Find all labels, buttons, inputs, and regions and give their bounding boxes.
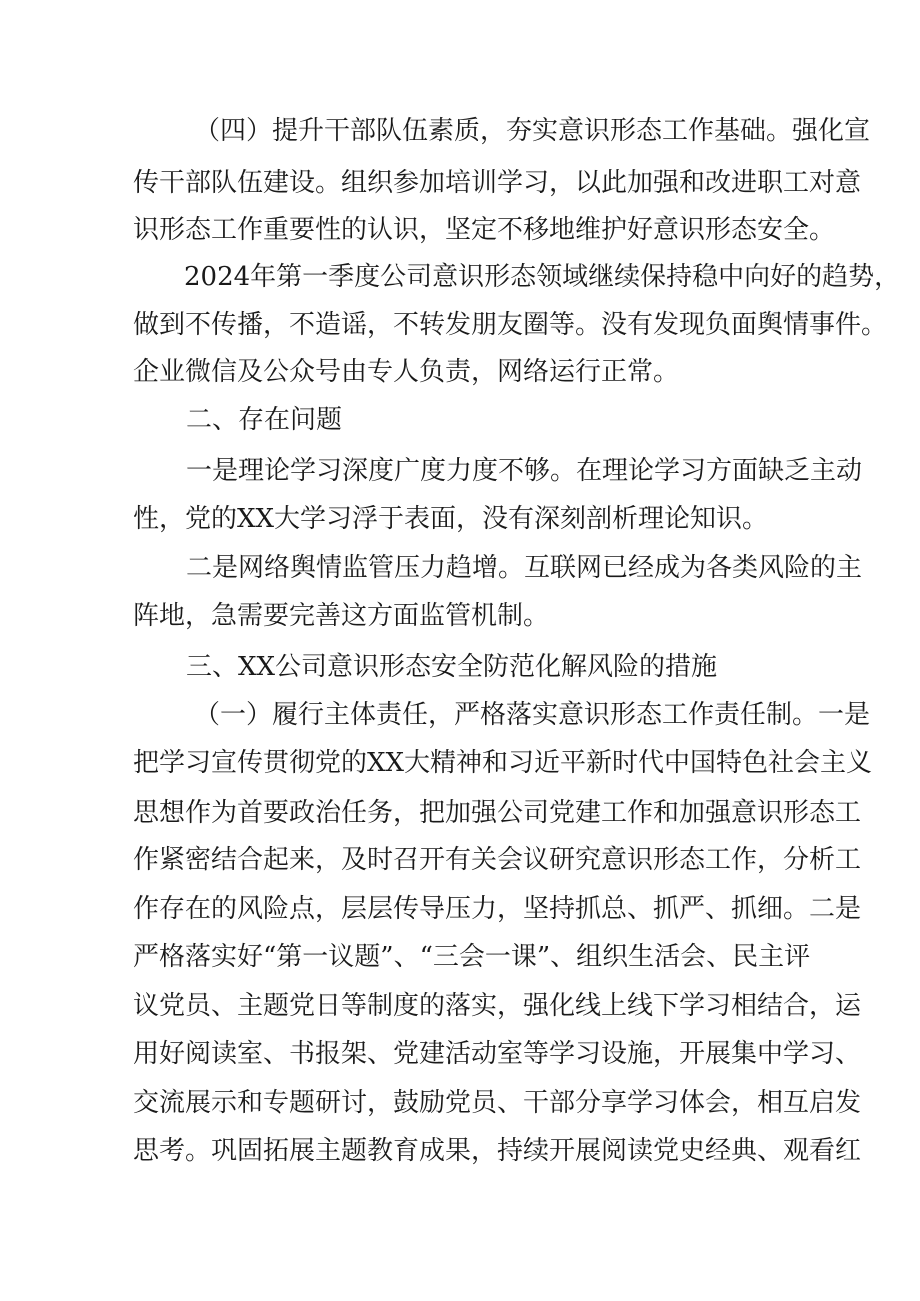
line-text: 严格落实好“第一议题”、“三会一课”、组织生活会、民主评 bbox=[133, 942, 811, 972]
text-line bbox=[0, 886, 920, 932]
line-text: 交流展示和专题研讨，鼓励党员、干部分享学习体会，相互启发 bbox=[133, 1088, 862, 1118]
text-line bbox=[0, 790, 920, 836]
text-line bbox=[0, 692, 920, 738]
section-heading bbox=[0, 397, 920, 443]
line-text: 二是网络舆情监管压力趋增。互联网已经成为各类风险的主 bbox=[186, 553, 863, 583]
line-text: 把学习宣传贯彻党的XX大精神和习近平新时代中国特色社会主义 bbox=[133, 748, 873, 778]
text-line bbox=[0, 254, 920, 300]
text-line bbox=[0, 837, 920, 883]
text-line bbox=[0, 545, 920, 591]
line-text: 作存在的风险点，层层传导压力，坚持抓总、抓严、抓细。二是 bbox=[133, 894, 862, 924]
line-text: 2024年第一季度公司意识形态领域继续保持稳中向好的趋势， bbox=[184, 262, 901, 292]
heading-text: 三、XX公司意识形态安全防范化解风险的措施 bbox=[186, 652, 718, 682]
text-line bbox=[0, 448, 920, 494]
line-text: （四）提升干部队伍素质，夯实意识形态工作基础。强化宣 bbox=[194, 116, 871, 146]
text-line bbox=[0, 740, 920, 786]
text-line bbox=[0, 160, 920, 206]
line-text: 做到不传播，不造谣，不转发朋友圈等。没有发现负面舆情事件。 bbox=[133, 310, 888, 340]
text-line bbox=[0, 934, 920, 980]
line-text: 作紧密结合起来，及时召开有关会议研究意识形态工作，分析工 bbox=[133, 845, 862, 875]
text-line bbox=[0, 207, 920, 253]
text-line bbox=[0, 1031, 920, 1077]
text-line bbox=[0, 983, 920, 1029]
line-text: 一是理论学习深度广度力度不够。在理论学习方面缺乏主动 bbox=[186, 456, 863, 486]
text-line bbox=[0, 302, 920, 348]
line-text: 性，党的XX大学习浮于表面，没有深刻剖析理论知识。 bbox=[133, 504, 769, 534]
section-heading bbox=[0, 644, 920, 690]
text-line bbox=[0, 108, 920, 154]
text-line bbox=[0, 1080, 920, 1126]
line-text: 思考。巩固拓展主题教育成果，持续开展阅读党史经典、观看红 bbox=[133, 1136, 862, 1166]
heading-text: 二、存在问题 bbox=[186, 405, 343, 435]
text-line bbox=[0, 496, 920, 542]
line-text: 思想作为首要政治任务，把加强公司党建工作和加强意识形态工 bbox=[133, 798, 862, 828]
line-text: 识形态工作重要性的认识，坚定不移地维护好意识形态安全。 bbox=[133, 215, 836, 245]
line-text: 议党员、主题党日等制度的落实，强化线上线下学习相结合，运 bbox=[133, 991, 862, 1021]
line-text: 传干部队伍建设。组织参加培训学习，以此加强和改进职工对意 bbox=[133, 168, 862, 198]
line-text: 用好阅读室、书报架、党建活动室等学习设施，开展集中学习、 bbox=[133, 1039, 862, 1069]
line-text: （一）履行主体责任，严格落实意识形态工作责任制。一是 bbox=[194, 700, 871, 730]
line-text: 阵地，急需要完善这方面监管机制。 bbox=[133, 601, 550, 631]
line-text: 企业微信及公众号由专人负责，网络运行正常。 bbox=[133, 357, 680, 387]
text-line bbox=[0, 1128, 920, 1174]
text-line bbox=[0, 349, 920, 395]
text-line bbox=[0, 593, 920, 639]
